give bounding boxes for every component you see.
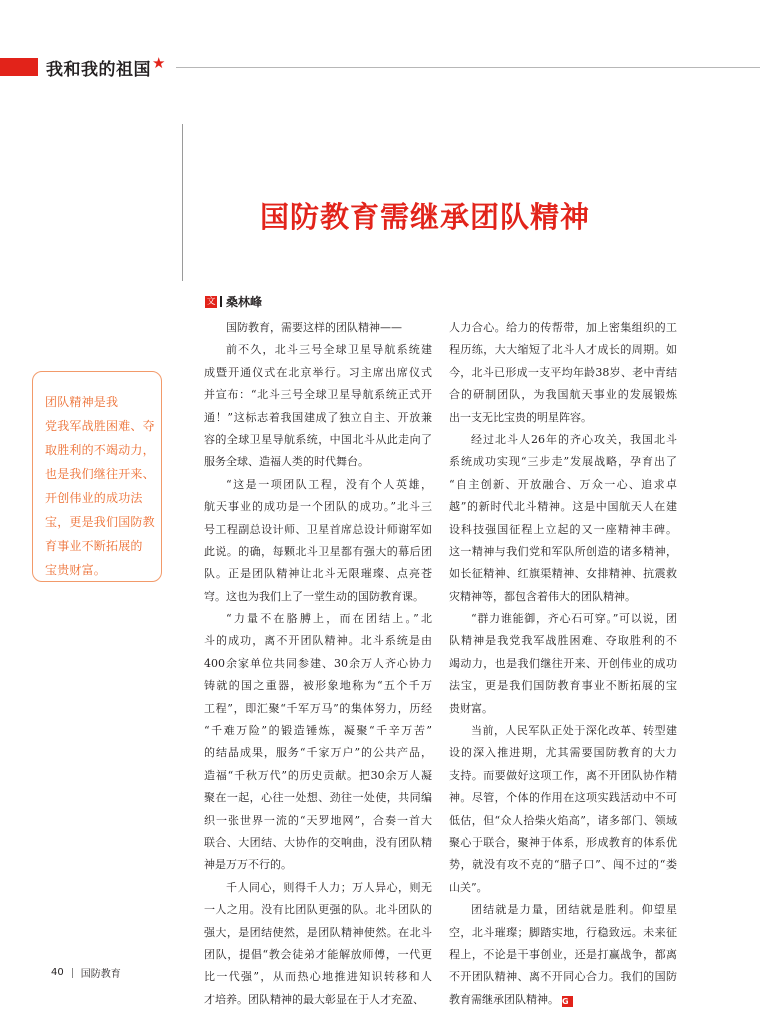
- section-title: 我和我的祖国: [46, 60, 151, 80]
- text-line: 支持。而要做好这项工作，离不开团队协作精: [449, 768, 677, 782]
- text-line: 贵财富。: [449, 701, 493, 715]
- text-line: 千人同心，则得千人力；万人异心，则无: [226, 880, 432, 894]
- end-of-article-mark: G: [562, 996, 573, 1007]
- text-line: 400余家单位共同参建、30余万人齐心协力: [204, 656, 432, 670]
- pull-quote-line: 团队精神是我: [45, 395, 119, 409]
- text-line: 斗的成功，离不开团队精神。北斗系统是由: [204, 634, 432, 648]
- text-line: 不开团队精神、离不开同心合力。我们的国防: [449, 970, 677, 984]
- magazine-name: 国防教育: [80, 969, 121, 980]
- left-column: [204, 317, 432, 1011]
- text-line: 号工程副总设计师、卫星首席总设计师谢军如: [204, 522, 432, 536]
- text-line: 一人之用。没有比团队更强的队。北斗团队的: [204, 903, 432, 917]
- text-line: 越”的新时代北斗精神。这是中国航天人在建: [449, 500, 677, 514]
- text-line: 这一精神与我们党和军队所创造的诸多精神，: [449, 544, 677, 558]
- text-line: 设的深入推进期，尤其需要国防教育的大力: [449, 746, 677, 760]
- text-line: 队。正是团队精神让北斗无限璀璨、点亮苍: [204, 567, 432, 581]
- text-line: 灾精神等，都包含着伟大的团队精神。: [449, 589, 636, 603]
- pull-quote-line: 也是我们继往开来、: [45, 467, 155, 481]
- text-line: 程上，不论是干事创业，还是打赢战争，都离: [449, 947, 677, 961]
- text-line: 势，就没有攻不克的“腊子口”、闯不过的“娄: [449, 858, 677, 872]
- text-line: 容的全球卫星导航系统，中国北斗从此走向了: [204, 432, 432, 446]
- text-line: 教育需继承团队精神。 G: [449, 989, 677, 1011]
- text-line: 造福“千秋万代”的历史贡献。把30余万人凝: [204, 768, 432, 782]
- pull-quote-line: 取胜利的不竭动力，: [45, 443, 155, 457]
- text-line: 成暨开通仪式在北京举行。习主席出席仪式: [204, 365, 432, 379]
- text-line: 竭动力，也是我们继往开来、开创伟业的成功: [449, 656, 677, 670]
- text-line: “自主创新、开放融合、万众一心、追求卓: [449, 477, 677, 491]
- text-line: “群力谁能御，齐心石可穿。”可以说，团: [471, 612, 677, 626]
- author-name: 桑林峰: [226, 295, 263, 309]
- text-line: 此说。的确，每颗北斗卫星都有强大的幕后团: [204, 544, 432, 558]
- pull-quote-line: 育事业不断拓展的: [45, 539, 143, 553]
- text-line: 神是万万不行的。: [204, 858, 292, 872]
- pull-quote-line: 宝贵财富。: [45, 563, 107, 577]
- text-line: 通！”这标志着我国建成了独立自主、开放兼: [204, 410, 432, 424]
- text-line: “力量不在胳膊上，而在团结上。”北: [226, 612, 432, 626]
- byline-mark: 文: [206, 296, 216, 307]
- pull-quote-line: 开创伟业的成功法: [45, 491, 143, 505]
- header-divider: [176, 67, 760, 68]
- text-line: 前不久，北斗三号全球卫星导航系统建: [226, 343, 432, 357]
- text-line: 团队，提倡“教会徒弟才能解放师傅，一代更: [204, 947, 432, 961]
- star-icon: ★: [152, 54, 166, 72]
- text-line: 空，北斗璀璨；脚踏实地，行稳致远。未来征: [449, 925, 677, 939]
- text-line: 队精神是我党我军战胜困难、夺取胜利的不: [449, 634, 677, 648]
- text-line: 今，北斗已形成一支平均年龄38岁、老中青结: [449, 365, 677, 379]
- pull-quote: [32, 371, 162, 582]
- text-line: 当前，人民军队正处于深化改革、转型建: [471, 724, 677, 738]
- text-line: 系统成功实现“三步走”发展战略，孕育出了: [449, 455, 677, 469]
- text-line: 设科技强国征程上立起的又一座精神丰碑。: [449, 522, 677, 536]
- text-line: 经过北斗人26年的齐心攻关，我国北斗: [471, 432, 677, 446]
- text-line: 合的研制团队，为我国航天事业的发展锻炼: [449, 388, 677, 402]
- text-line: “千难万险”的锻造锤炼，凝聚“千辛万苦”: [204, 724, 432, 738]
- text-line: 神。尽管，个体的作用在这项实践活动中不可: [449, 791, 677, 805]
- text-line: 国防教育，需要这样的团队精神——: [226, 321, 402, 334]
- text-line: 人力合心。给力的传帮带，加上密集组织的工: [449, 321, 677, 334]
- text-line: 出一支无比宝贵的明星阵容。: [449, 410, 592, 424]
- text-line: 程历练，大大缩短了北斗人才成长的周期。如: [449, 343, 677, 357]
- text-line: 法宝，更是我们国防教育事业不断拓展的宝: [449, 679, 677, 693]
- text-line: 低估，但“众人拾柴火焰高”，诸多部门、领域: [449, 813, 677, 827]
- right-column: [449, 317, 677, 1011]
- text-line: 织一张世界一流的“天罗地网”，合奏一首大: [204, 813, 432, 827]
- footer: [51, 965, 121, 980]
- text-line: 聚心于联合，聚神于体系，形成教育的体系优: [449, 835, 677, 849]
- text-line: 联合、大团结、大协作的交响曲，没有团队精: [204, 835, 432, 849]
- footer-divider: [72, 968, 73, 978]
- text-line: 山关”。: [449, 880, 488, 894]
- text-line: 航天事业的成功是一个团队的成功。”北斗三: [204, 500, 432, 514]
- text-line: 团结就是力量，团结就是胜利。仰望星: [471, 903, 677, 917]
- text-line: 穹。这也为我们上了一堂生动的国防教育课。: [204, 589, 424, 603]
- pull-quote-line: 党我军战胜困难、夺: [45, 419, 155, 433]
- section-color-tab: [0, 58, 38, 76]
- text-line: 铸就的国之重器，被形象地称为“五个千万: [204, 679, 432, 693]
- text-line: 聚在一起，心往一处想、劲往一处使，共同编: [204, 791, 432, 805]
- article-title: 国防教育需继承团队精神: [259, 200, 590, 234]
- text-line: 并宣布：“北斗三号全球卫星导航系统正式开: [204, 388, 432, 402]
- text-line: 工程”，即汇聚“千军万马”的集体努力，历经: [204, 701, 432, 715]
- text-line: 服务全球、造福人类的时代舞台。: [204, 455, 369, 469]
- text-line: 的结晶成果，服务“千家万户”的公共产品，: [204, 746, 432, 760]
- page-number: 40: [51, 967, 64, 978]
- pull-quote-line: 宝，更是我们国防教: [45, 515, 155, 529]
- text-line: 如长征精神、红旗渠精神、女排精神、抗震救: [449, 567, 677, 581]
- text-line: 才培养。团队精神的最大彰显在于人才充盈、: [204, 992, 424, 1006]
- text-line: 比一代强”，从而热心地推进知识转移和人: [204, 970, 432, 984]
- text-line: 强大，是团结使然，是团队精神使然。在北斗: [204, 925, 432, 939]
- text-line: “这是一项团队工程，没有个人英雄，: [226, 477, 432, 491]
- byline-divider: [220, 296, 222, 307]
- byline: [205, 293, 262, 310]
